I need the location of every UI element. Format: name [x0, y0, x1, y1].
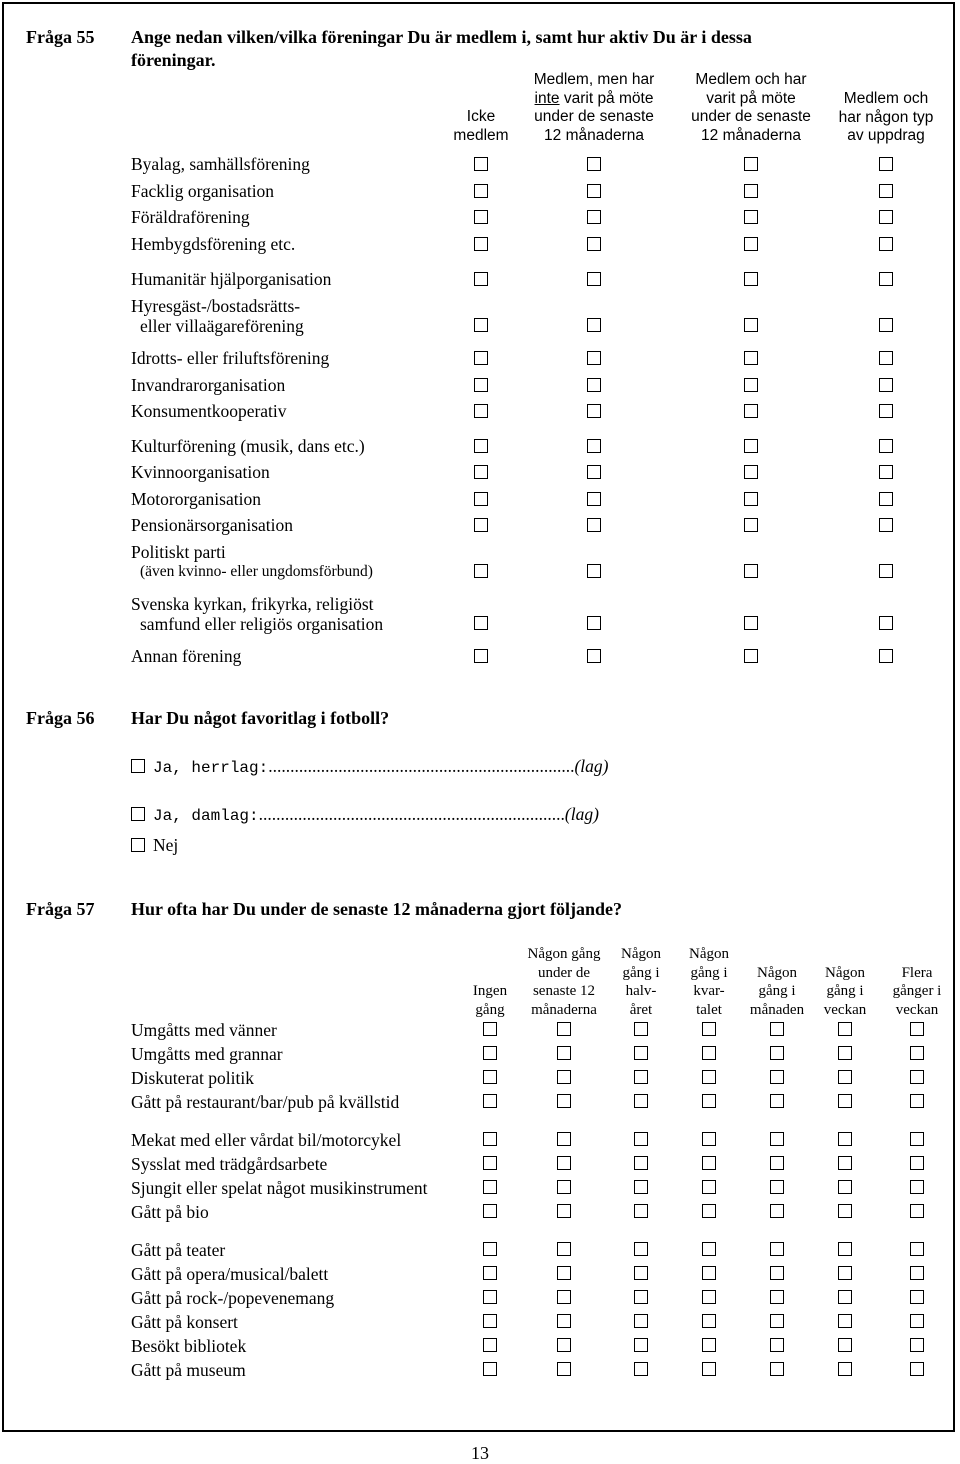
row-label: Kulturförening (musik, dans etc.) — [131, 436, 365, 456]
checkbox[interactable] — [131, 759, 145, 773]
checkbox[interactable] — [587, 518, 601, 532]
checkbox[interactable] — [634, 1266, 648, 1280]
checkbox[interactable] — [483, 1022, 497, 1036]
checkbox[interactable] — [838, 1266, 852, 1280]
checkbox[interactable] — [557, 1070, 571, 1084]
row-label: Byalag, samhällsförening — [131, 154, 310, 174]
checkbox[interactable] — [474, 378, 488, 392]
checkbox[interactable] — [744, 272, 758, 286]
checkbox[interactable] — [879, 272, 893, 286]
checkbox[interactable] — [838, 1132, 852, 1146]
checkbox[interactable] — [702, 1180, 716, 1194]
checkbox[interactable] — [910, 1132, 924, 1146]
inte-underlined: inte — [534, 89, 560, 107]
checkbox[interactable] — [744, 210, 758, 224]
checkbox[interactable] — [910, 1180, 924, 1194]
checkbox[interactable] — [838, 1022, 852, 1036]
checkbox[interactable] — [483, 1180, 497, 1194]
row-label-continued: samfund eller religiös organisation — [140, 614, 384, 634]
checkbox[interactable] — [838, 1242, 852, 1256]
row-label: Annan förening — [131, 646, 242, 666]
checkbox[interactable] — [557, 1046, 571, 1060]
checkbox[interactable] — [557, 1204, 571, 1218]
checkbox[interactable] — [770, 1022, 784, 1036]
checkbox[interactable] — [483, 1070, 497, 1084]
q55-row — [131, 646, 241, 666]
checkbox[interactable] — [910, 1338, 924, 1352]
checkbox[interactable] — [838, 1338, 852, 1352]
checkbox[interactable] — [634, 1180, 648, 1194]
q57-row: Umgåtts med grannar — [131, 1044, 283, 1064]
checkbox[interactable] — [910, 1022, 924, 1036]
checkbox[interactable] — [702, 1022, 716, 1036]
q55-row — [131, 269, 331, 289]
checkbox[interactable] — [702, 1046, 716, 1060]
checkbox[interactable] — [474, 318, 488, 332]
checkbox[interactable] — [557, 1338, 571, 1352]
checkbox[interactable] — [474, 272, 488, 286]
checkbox[interactable] — [910, 1290, 924, 1304]
checkbox[interactable] — [557, 1180, 571, 1194]
checkbox[interactable] — [910, 1266, 924, 1280]
q55-row — [131, 515, 293, 535]
checkbox[interactable] — [838, 1290, 852, 1304]
checkbox[interactable] — [474, 616, 488, 630]
checkbox[interactable] — [744, 616, 758, 630]
checkbox[interactable] — [474, 184, 488, 198]
checkbox[interactable] — [702, 1338, 716, 1352]
checkbox[interactable] — [557, 1156, 571, 1170]
q55-row — [131, 296, 304, 336]
checkbox[interactable] — [557, 1242, 571, 1256]
checkbox[interactable] — [587, 616, 601, 630]
checkbox[interactable] — [587, 237, 601, 251]
checkbox[interactable] — [770, 1094, 784, 1108]
q55-row — [131, 154, 310, 174]
checkbox[interactable] — [483, 1290, 497, 1304]
q57-label: Fråga 57 — [26, 899, 95, 919]
checkbox[interactable] — [634, 1242, 648, 1256]
checkbox[interactable] — [587, 184, 601, 198]
q56-option-herrlag[interactable]: Ja, herrlag:......................................................................(lag) — [131, 756, 609, 777]
checkbox[interactable] — [910, 1314, 924, 1328]
checkbox[interactable] — [557, 1022, 571, 1036]
q56-label: Fråga 56 — [26, 708, 95, 728]
q57-row: Diskuterat politik — [131, 1068, 254, 1088]
checkbox[interactable] — [474, 564, 488, 578]
checkbox[interactable] — [474, 157, 488, 171]
checkbox[interactable] — [770, 1046, 784, 1060]
checkbox[interactable] — [879, 564, 893, 578]
checkbox[interactable] — [474, 492, 488, 506]
q57-row: Gått på teater — [131, 1240, 226, 1260]
checkbox[interactable] — [702, 1290, 716, 1304]
q55-row — [131, 436, 365, 456]
checkbox[interactable] — [557, 1132, 571, 1146]
checkbox[interactable] — [879, 351, 893, 365]
checkbox[interactable] — [557, 1362, 571, 1376]
q57-col-header: Någon gång i kvar- talet — [689, 946, 729, 1018]
checkbox[interactable] — [483, 1204, 497, 1218]
checkbox[interactable] — [483, 1266, 497, 1280]
q57-row: Sysslat med trädgårdsarbete — [131, 1154, 328, 1174]
q55-row — [131, 462, 270, 482]
q57-col-header: Någon gång i månaden — [749, 964, 805, 1018]
row-label: Pensionärsorganisation — [131, 515, 294, 535]
checkbox[interactable] — [483, 1314, 497, 1328]
checkbox[interactable] — [838, 1314, 852, 1328]
checkbox[interactable] — [879, 157, 893, 171]
q55-text-line2: föreningar. — [131, 50, 216, 70]
checkbox[interactable] — [744, 649, 758, 663]
checkbox[interactable] — [702, 1242, 716, 1256]
checkbox[interactable] — [910, 1362, 924, 1376]
checkbox[interactable] — [770, 1338, 784, 1352]
q57-col-header: Flera gånger i veckan — [892, 964, 942, 1018]
q56-text: Har Du något favoritlag i fotboll? — [131, 708, 390, 728]
row-label: Hembygdsförening etc. — [131, 234, 296, 254]
row-label: Svenska kyrkan, frikyrka, religiöst — [131, 594, 374, 614]
row-label: Konsumentkooperativ — [131, 401, 287, 421]
q57-col-header: Någon gång i veckan — [823, 964, 867, 1018]
row-label: Facklig organisation — [131, 181, 275, 201]
q57-row: Sjungit eller spelat något musikinstrument — [131, 1178, 428, 1198]
checkbox[interactable] — [557, 1314, 571, 1328]
checkbox[interactable] — [879, 318, 893, 332]
checkbox[interactable] — [702, 1094, 716, 1108]
checkbox[interactable] — [838, 1046, 852, 1060]
checkbox[interactable] — [744, 404, 758, 418]
row-label: Politiskt parti — [131, 542, 226, 562]
row-label: Humanitär hjälporganisation — [131, 269, 332, 289]
q55-row — [131, 207, 250, 227]
checkbox[interactable] — [879, 649, 893, 663]
checkbox[interactable] — [634, 1204, 648, 1218]
checkbox[interactable] — [702, 1156, 716, 1170]
checkbox[interactable] — [587, 465, 601, 479]
checkbox[interactable] — [634, 1314, 648, 1328]
q55-row — [131, 489, 261, 509]
q57-row: Besökt bibliotek — [131, 1336, 247, 1356]
checkbox[interactable] — [474, 351, 488, 365]
checkbox[interactable] — [587, 318, 601, 332]
checkbox[interactable] — [587, 492, 601, 506]
checkbox[interactable] — [587, 404, 601, 418]
checkbox[interactable] — [702, 1132, 716, 1146]
page-number: 13 — [471, 1443, 489, 1463]
q57-row: Gått på konsert — [131, 1312, 238, 1332]
checkbox[interactable] — [744, 237, 758, 251]
checkbox[interactable] — [474, 439, 488, 453]
checkbox[interactable] — [770, 1070, 784, 1084]
q57-text: Hur ofta har Du under de senaste 12 månaderna gjort följande? — [131, 899, 623, 919]
q55-row — [131, 375, 285, 395]
checkbox[interactable] — [910, 1094, 924, 1108]
checkbox[interactable] — [879, 439, 893, 453]
checkbox[interactable] — [879, 184, 893, 198]
row-label: Föräldraförening — [131, 207, 250, 227]
q55-row — [131, 348, 329, 368]
checkbox[interactable] — [474, 518, 488, 532]
checkbox[interactable] — [557, 1094, 571, 1108]
checkbox[interactable] — [587, 378, 601, 392]
checkbox[interactable] — [744, 157, 758, 171]
q57-row: Umgåtts med vänner — [131, 1020, 277, 1040]
checkbox[interactable] — [838, 1362, 852, 1376]
checkbox[interactable] — [483, 1242, 497, 1256]
checkbox[interactable] — [634, 1338, 648, 1352]
q55-row — [131, 594, 383, 634]
q55-row — [131, 542, 373, 582]
checkbox[interactable] — [879, 378, 893, 392]
checkbox[interactable] — [744, 492, 758, 506]
q57-row: Gått på restaurant/bar/pub på kvällstid — [131, 1092, 400, 1112]
checkbox[interactable] — [474, 649, 488, 663]
checkbox[interactable] — [744, 351, 758, 365]
checkbox[interactable] — [483, 1046, 497, 1060]
checkbox[interactable] — [838, 1180, 852, 1194]
checkbox[interactable] — [702, 1070, 716, 1084]
q55-row — [131, 401, 287, 421]
checkbox[interactable] — [770, 1362, 784, 1376]
row-label: Motororganisation — [131, 489, 261, 509]
checkbox[interactable] — [744, 318, 758, 332]
checkbox[interactable] — [879, 404, 893, 418]
checkbox[interactable] — [744, 518, 758, 532]
q57-row: Gått på opera/musical/balett — [131, 1264, 329, 1284]
q57-col-header: Någon gång under de senaste 12 månaderna — [527, 946, 601, 1018]
row-label: Hyresgäst-/bostadsrätts- — [131, 296, 301, 316]
checkbox[interactable] — [587, 439, 601, 453]
checkbox[interactable] — [910, 1242, 924, 1256]
checkbox[interactable] — [838, 1156, 852, 1170]
checkbox[interactable] — [634, 1132, 648, 1146]
checkbox[interactable] — [744, 564, 758, 578]
q56-option-nej[interactable]: Nej — [131, 835, 178, 856]
checkbox[interactable] — [879, 210, 893, 224]
checkbox[interactable] — [131, 838, 145, 852]
checkbox[interactable] — [879, 518, 893, 532]
q56-option-damlag[interactable]: Ja, damlag:......................................................................(lag) — [131, 804, 599, 825]
checkbox[interactable] — [770, 1266, 784, 1280]
checkbox[interactable] — [838, 1094, 852, 1108]
checkbox[interactable] — [838, 1204, 852, 1218]
checkbox[interactable] — [474, 237, 488, 251]
checkbox[interactable] — [770, 1132, 784, 1146]
checkbox[interactable] — [744, 465, 758, 479]
row-label: Idrotts- eller friluftsförening — [131, 348, 330, 368]
checkbox[interactable] — [587, 210, 601, 224]
checkbox[interactable] — [634, 1046, 648, 1060]
row-label-continued: eller villaägareförening — [140, 316, 304, 336]
checkbox[interactable] — [744, 439, 758, 453]
q57-col-header: Någon gång i halv- året — [621, 946, 661, 1018]
checkbox[interactable] — [702, 1266, 716, 1280]
checkbox[interactable] — [587, 351, 601, 365]
q57-row: Gått på bio — [131, 1202, 209, 1222]
checkbox[interactable] — [557, 1266, 571, 1280]
checkbox[interactable] — [634, 1290, 648, 1304]
checkbox[interactable] — [634, 1156, 648, 1170]
checkbox[interactable] — [910, 1046, 924, 1060]
checkbox[interactable] — [634, 1070, 648, 1084]
q57-col-header: Ingen gång — [472, 983, 508, 1018]
checkbox[interactable] — [634, 1022, 648, 1036]
checkbox[interactable] — [770, 1290, 784, 1304]
checkbox[interactable] — [879, 616, 893, 630]
checkbox[interactable] — [634, 1094, 648, 1108]
checkbox[interactable] — [879, 465, 893, 479]
checkbox[interactable] — [483, 1338, 497, 1352]
checkbox[interactable] — [910, 1156, 924, 1170]
checkbox[interactable] — [770, 1242, 784, 1256]
checkbox[interactable] — [587, 157, 601, 171]
checkbox[interactable] — [702, 1362, 716, 1376]
checkbox[interactable] — [744, 378, 758, 392]
checkbox[interactable] — [587, 272, 601, 286]
checkbox[interactable] — [770, 1204, 784, 1218]
checkbox[interactable] — [483, 1094, 497, 1108]
checkbox[interactable] — [587, 649, 601, 663]
row-label-continued: (även kvinno- eller ungdomsförbund) — [140, 563, 373, 580]
checkbox[interactable] — [474, 404, 488, 418]
checkbox[interactable] — [744, 184, 758, 198]
checkbox[interactable] — [557, 1290, 571, 1304]
checkbox[interactable] — [770, 1314, 784, 1328]
checkbox[interactable] — [770, 1156, 784, 1170]
checkbox[interactable] — [634, 1362, 648, 1376]
checkbox[interactable] — [483, 1156, 497, 1170]
q55-row — [131, 234, 295, 254]
row-label: Kvinnoorganisation — [131, 462, 270, 482]
checkbox[interactable] — [702, 1204, 716, 1218]
checkbox[interactable] — [483, 1362, 497, 1376]
checkbox[interactable] — [702, 1314, 716, 1328]
checkbox[interactable] — [879, 237, 893, 251]
checkbox[interactable] — [483, 1132, 497, 1146]
row-label: Invandrarorganisation — [131, 375, 286, 395]
q55-text-line1: Ange nedan vilken/vilka föreningar Du är medlem i, samt hur aktiv Du är i dessa — [131, 27, 752, 47]
checkbox[interactable] — [587, 564, 601, 578]
checkbox[interactable] — [474, 465, 488, 479]
checkbox[interactable] — [838, 1070, 852, 1084]
checkbox[interactable] — [910, 1204, 924, 1218]
checkbox[interactable] — [770, 1180, 784, 1194]
checkbox[interactable] — [131, 807, 145, 821]
checkbox[interactable] — [910, 1070, 924, 1084]
q55-label: Fråga 55 — [26, 27, 95, 47]
q57-row: Gått på museum — [131, 1360, 246, 1380]
checkbox[interactable] — [879, 492, 893, 506]
q57-row: Mekat med eller vårdat bil/motorcykel — [131, 1130, 402, 1150]
q55-row — [131, 181, 274, 201]
q57-row: Gått på rock-/popevenemang — [131, 1288, 335, 1308]
checkbox[interactable] — [474, 210, 488, 224]
